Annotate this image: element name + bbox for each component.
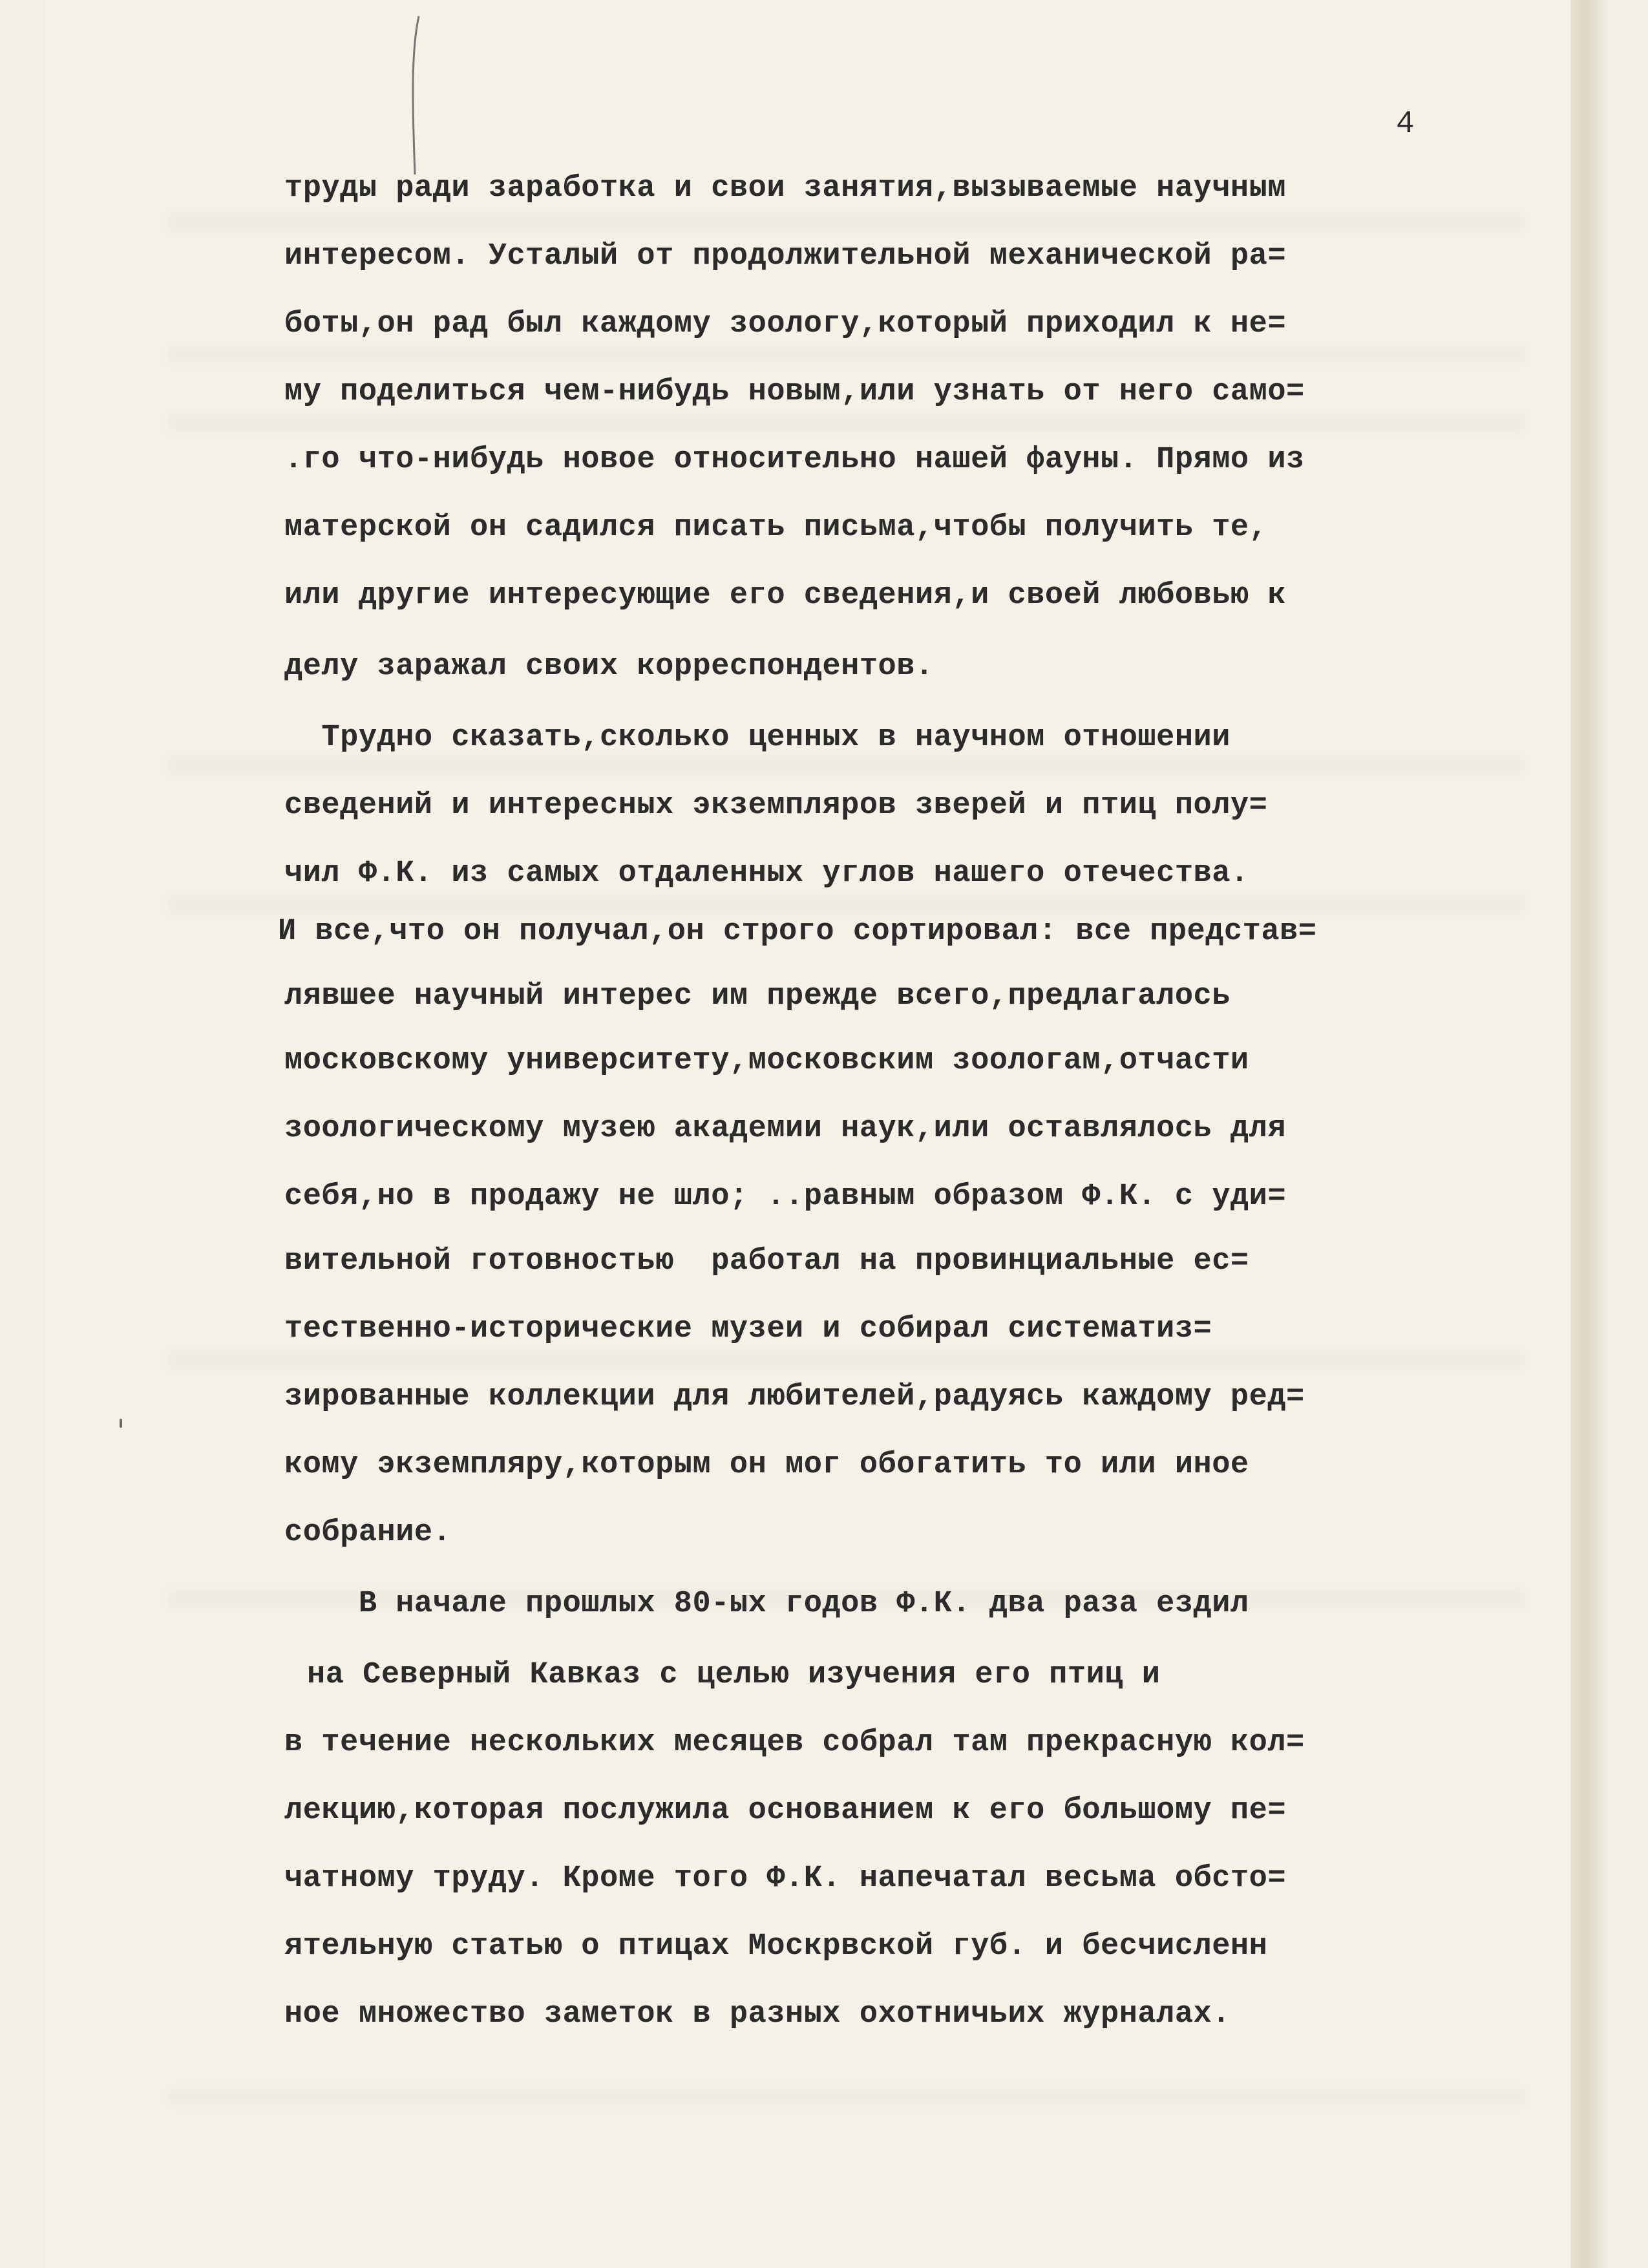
text-line: тественно-историческиe музеи и собирал систематиз=: [284, 1312, 1212, 1346]
text-line: делу заражал своих корреспондентов.: [284, 650, 934, 684]
text-line: зоологическому музею академии наук,или оставлялось для: [284, 1112, 1287, 1146]
margin-speck: [120, 1419, 122, 1428]
bleed-through: [168, 895, 1525, 913]
text-line: сведений и интересных экземпляров зверей и птиц полу=: [284, 789, 1268, 823]
text-line: .го что-нибудь новое относительно нашей фауны. Прямо из: [284, 443, 1305, 477]
page-number: 4: [1396, 107, 1415, 142]
text-line: или другие интересующие его сведения,и своей любовью к: [284, 578, 1287, 613]
bleed-through: [168, 213, 1525, 231]
text-line: лекцию,которая послужила основанием к его большому пе=: [284, 1794, 1287, 1828]
pencil-mark: [406, 13, 432, 181]
text-line: чил Ф.К. из самых отдаленных углов нашего отечества.: [284, 856, 1249, 891]
bleed-through: [168, 414, 1525, 432]
text-line: вительной готовностью работал на провинциальные ес=: [284, 1244, 1249, 1278]
text-line: боты,он рад был каждому зоологу,который приходил к не=: [284, 307, 1287, 341]
text-line: лявшее научный интерес им прежде всего,предлагалось: [284, 979, 1231, 1013]
bleed-through: [168, 346, 1525, 364]
text-line: зированные коллекции для любителей,радуясь каждому ред=: [284, 1380, 1305, 1414]
bleed-through: [168, 1351, 1525, 1369]
page-edge-shadow: [1570, 0, 1609, 2268]
text-line: на Северный Кавказ с целью изучения его птиц и: [307, 1658, 1161, 1692]
text-line: матерской он садился писать письма,чтобы получить те,: [284, 511, 1268, 545]
text-line: И все,что он получал,он строго сортировал: все представ=: [278, 915, 1317, 949]
text-line: труды ради заработка и свои занятия,вызываемые научным: [284, 171, 1287, 206]
text-line: собрание.: [284, 1516, 452, 1550]
text-line: В начале прошлых 80-ых годов Ф.К. два раза ездил: [284, 1587, 1249, 1621]
text-line: интересом. Усталый от продолжительной механической ра=: [284, 239, 1287, 273]
bleed-through: [168, 756, 1525, 774]
text-line: в течение нескольких месяцев собрал там прекрасную кол=: [284, 1726, 1305, 1760]
text-line: ятельную статью о птицах Москрвской губ. и бесчисленн: [284, 1929, 1268, 1964]
text-line: себя,но в продажу не шло; ..равным образом Ф.К. с уди=: [284, 1180, 1287, 1214]
text-line: ное множество заметок в разных охотничьих журналах.: [284, 1997, 1231, 2031]
text-line: московскому университету,московским зоологам,отчасти: [284, 1044, 1249, 1078]
text-line: чатному труду. Кроме того Ф.К. напечатал весьма обсто=: [284, 1861, 1287, 1896]
text-line: кому экземпляру,которым он мог обогатить то или иное: [284, 1448, 1249, 1482]
text-line: Трудно сказать,сколько ценных в научном отношении: [284, 721, 1231, 755]
text-line: му поделиться чем-нибудь новым,или узнать от него само=: [284, 375, 1305, 409]
bleed-through: [168, 2088, 1525, 2106]
